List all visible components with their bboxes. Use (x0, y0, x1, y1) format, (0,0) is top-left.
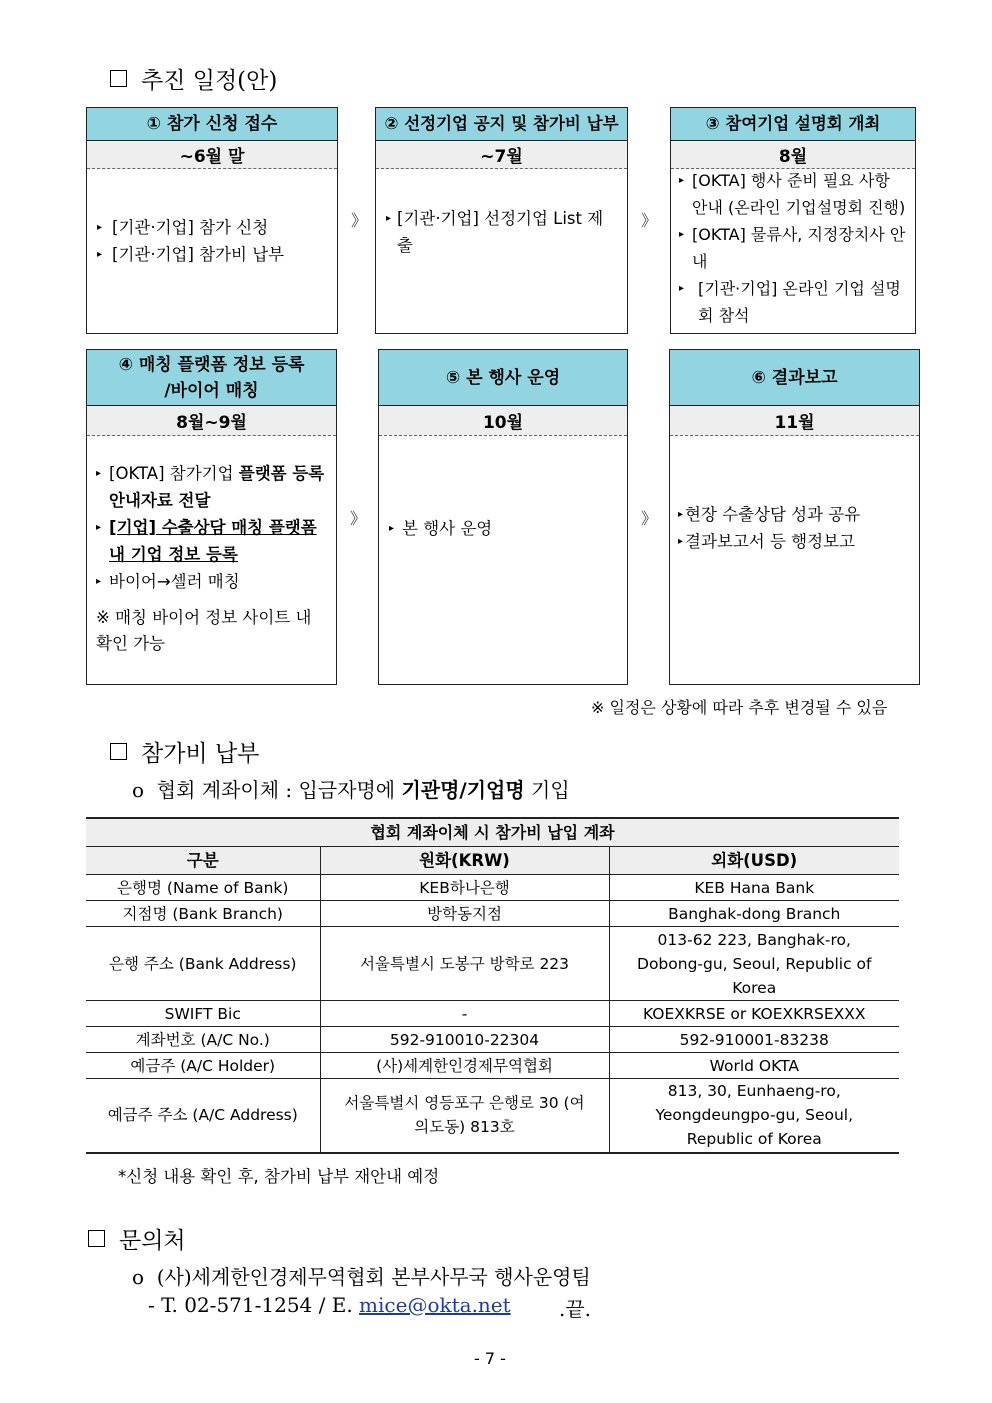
list-item: ▸ 현장 수출상담 성과 공유 (678, 501, 911, 528)
schedule-note: ※ 일정은 상황에 따라 추후 변경될 수 있음 (591, 698, 888, 717)
payment-instruction: o 협회 계좌이체 : 입금자명에 기관명/기업명 기입 (132, 778, 570, 802)
triangle-bullet-icon: ▸ (679, 283, 685, 294)
triangle-bullet-icon: ▸ (678, 509, 684, 520)
table-row: 계좌번호 (A/C No.) 592-910010-22304 592-910001-83238 (86, 1027, 899, 1053)
triangle-bullet-icon: ▸ (679, 175, 685, 186)
next-arrow-icon: 》 (641, 509, 658, 528)
triangle-bullet-icon: ▸ (97, 222, 103, 233)
page-number: - 7 - (474, 1349, 506, 1368)
next-arrow-icon: 》 (641, 211, 658, 230)
stage-title: ③ 참여기업 설명회 개최 (671, 108, 915, 141)
stage-period: 10월 (379, 406, 627, 436)
triangle-bullet-icon: ▸ (97, 249, 103, 260)
triangle-bullet-icon: ▸ (679, 229, 685, 240)
column-header: 외화(USD) (609, 847, 899, 875)
stage-period: ~7월 (376, 141, 627, 169)
stage-body (379, 515, 627, 542)
checkbox-square-icon (110, 70, 127, 87)
triangle-bullet-icon: ▸ (96, 576, 102, 587)
end-mark: .끝. (559, 1297, 592, 1321)
contact-line: - T. 02-571-1254 / E. mice@okta.net (148, 1293, 511, 1317)
stage-card-6 (669, 349, 920, 685)
list-item: ▸ 본 행사 운영 (389, 515, 619, 542)
stage-title: ① 참가 신청 접수 (87, 108, 337, 141)
table-caption: 협회 계좌이체 시 참가비 납입 계좌 (86, 818, 899, 847)
list-item: ▸ [OKTA] 행사 준비 필요 사항 안내 (온라인 기업설명회 진행) (679, 167, 909, 221)
stage-card-4 (86, 349, 337, 685)
table-row: SWIFT Bic - KOEXKRSE or KOEXKRSEXXX (86, 1001, 899, 1027)
section-heading-fee (110, 735, 259, 768)
triangle-bullet-icon: ▸ (389, 523, 395, 534)
list-item: ▸ [기관·기업] 참가비 납부 (97, 241, 329, 268)
table-row: 지점명 (Bank Branch) 방학동지점 Banghak-dong Branch (86, 901, 899, 927)
stage-card-3 (670, 107, 916, 334)
triangle-bullet-icon: ▸ (678, 536, 684, 547)
list-item: ▸ [기업] 수출상담 매칭 플랫폼 내 기업 정보 등록 (96, 514, 328, 568)
stage-title: ② 선정기업 공지 및 참가비 납부 (376, 108, 627, 141)
list-item: ▸ [OKTA] 물류사, 지정장치사 안내 (679, 221, 909, 275)
section-heading-schedule (110, 62, 277, 95)
list-item: ▸ 바이어→셀러 매칭 (96, 568, 328, 595)
stage-title: ⑥ 결과보고 (670, 350, 919, 406)
email-link[interactable]: mice@okta.net (359, 1293, 511, 1317)
stage-period: 8월 (671, 141, 915, 169)
section-title: 문의처 (119, 1228, 186, 1254)
stage-body (376, 205, 627, 259)
section-heading-contact (88, 1222, 186, 1255)
list-item: ▸ [OKTA] 참가기업 플랫폼 등록 안내자료 전달 (96, 460, 328, 514)
stage-card-1 (86, 107, 338, 334)
checkbox-square-icon (88, 1230, 105, 1247)
stage-note: ※ 매칭 바이어 정보 사이트 내 확인 가능 (96, 608, 312, 653)
table-row: 은행명 (Name of Bank) KEB하나은행 KEB Hana Bank (86, 875, 899, 901)
stage-card-5 (378, 349, 628, 685)
checkbox-square-icon (110, 743, 127, 760)
table-row: 예금주 주소 (A/C Address) 서울특별시 영등포구 은행로 30 (여의도동) 813호 813, 30, Eunhaeng-ro, Yeongdeungpo-gu, Seoul, Republic of Korea (86, 1079, 899, 1153)
stage-title: ⑤ 본 행사 운영 (379, 350, 627, 406)
stage-body (671, 167, 915, 329)
table-row: 은행 주소 (Bank Address) 서울특별시 도봉구 방학로 223 013-62 223, Banghak-ro, Dobong-gu, Seoul, Republic of Korea (86, 927, 899, 1001)
stage-period: 11월 (670, 406, 919, 436)
stage-period: ~6월 말 (87, 141, 337, 169)
stage-body (87, 460, 336, 657)
list-item: ▸ [기관·기업] 온라인 기업 설명회 참석 (679, 275, 909, 329)
table-row: 예금주 (A/C Holder) (사)세계한인경제무역협회 World OKTA (86, 1053, 899, 1079)
column-header: 구분 (86, 847, 320, 875)
list-item: ▸ [기관·기업] 선정기업 List 제출 (386, 205, 619, 259)
list-item: ▸ 결과보고서 등 행정보고 (678, 528, 911, 555)
list-item: ▸ [기관·기업] 참가 신청 (97, 214, 329, 241)
section-title: 추진 일정(안) (141, 68, 278, 94)
table-footnote: *신청 내용 확인 후, 참가비 납부 재안내 예정 (118, 1167, 440, 1186)
stage-body (87, 214, 337, 268)
stage-card-2 (375, 107, 628, 334)
account-table (86, 817, 899, 1154)
stage-period: 8월~9월 (87, 406, 336, 436)
column-header: 원화(KRW) (320, 847, 609, 875)
triangle-bullet-icon: ▸ (96, 522, 102, 533)
triangle-bullet-icon: ▸ (386, 213, 392, 224)
contact-org: o (사)세계한인경제무역협회 본부사무국 행사운영팀 (132, 1265, 591, 1289)
section-title: 참가비 납부 (141, 741, 260, 767)
next-arrow-icon: 》 (351, 211, 368, 230)
stage-body (670, 501, 919, 555)
next-arrow-icon: 》 (350, 509, 367, 528)
stage-title: ④ 매칭 플랫폼 정보 등록 /바이어 매칭 (87, 350, 336, 406)
triangle-bullet-icon: ▸ (96, 468, 102, 479)
